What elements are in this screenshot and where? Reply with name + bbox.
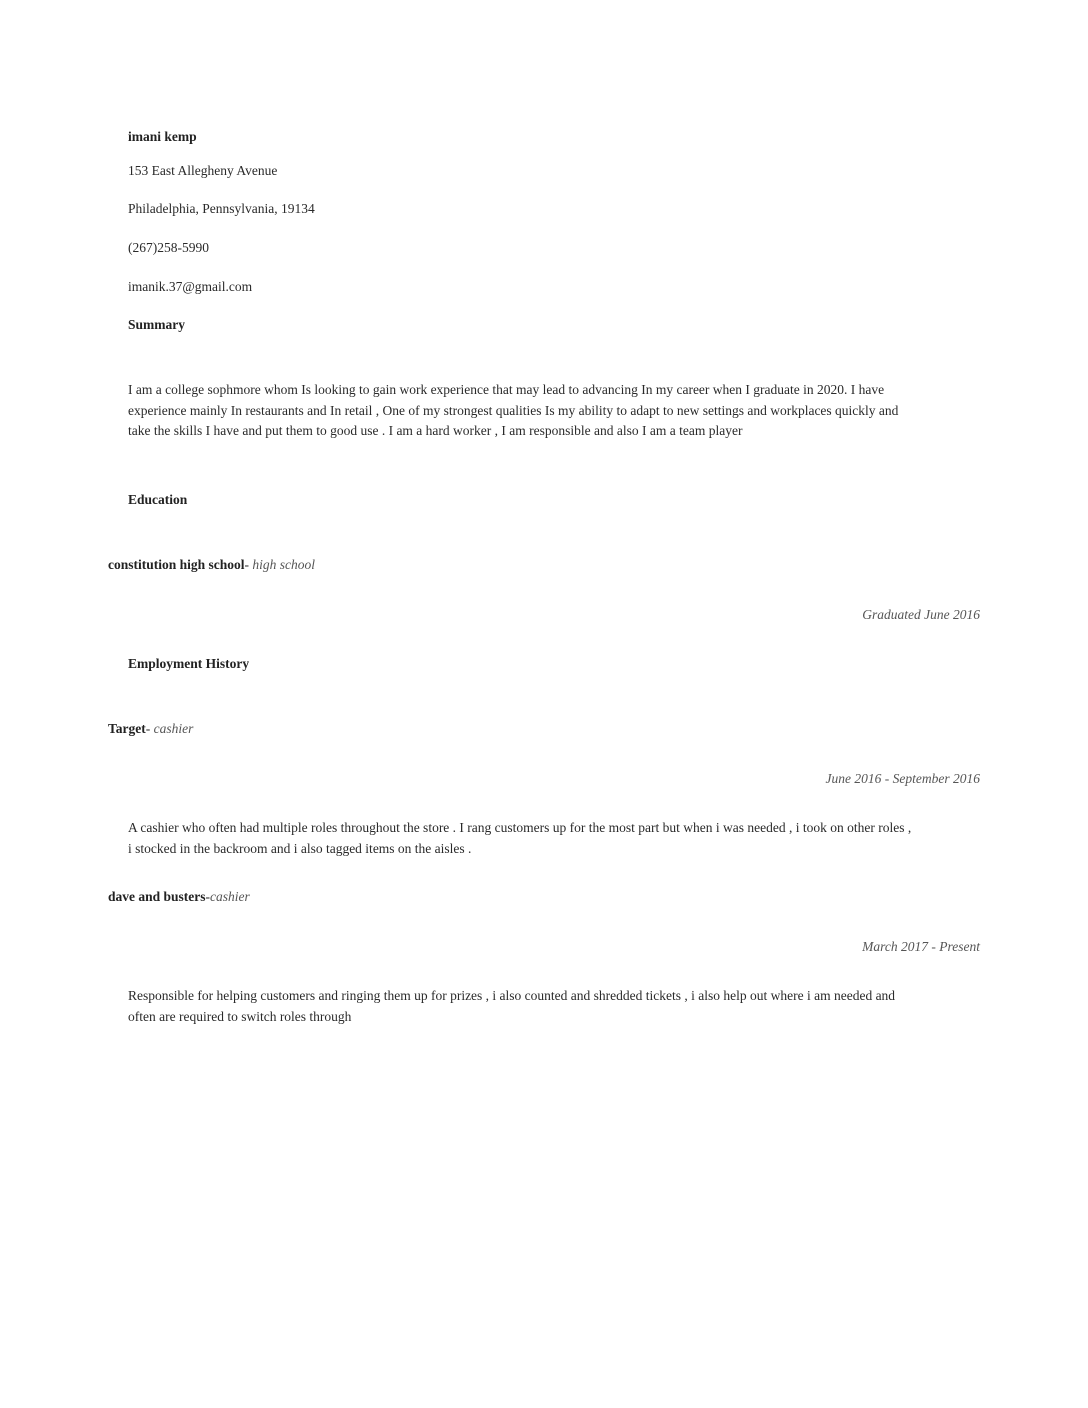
resume-name: imani kemp	[128, 129, 197, 144]
entry-separator: -	[244, 557, 253, 572]
summary-line: I am a college sophmore whom Is looking to gain work experience that may lead to advancing In my career when I graduate in 2020. I have	[128, 382, 885, 397]
school-name: constitution high school	[108, 557, 245, 572]
phone-number: (267)258-5990	[128, 240, 209, 255]
education-level: high school	[252, 557, 316, 572]
job-title-line	[108, 887, 250, 907]
job-description	[128, 986, 958, 1027]
entry-separator: -	[145, 721, 154, 736]
employer-name: dave and busters	[108, 889, 206, 904]
employer-name: Target	[108, 721, 146, 736]
job-dates: March 2017 - Present	[862, 939, 980, 954]
entry-separator: -	[205, 889, 211, 904]
education-heading: Education	[128, 492, 188, 507]
summary-paragraph	[128, 380, 958, 442]
job-description-line: i stocked in the backroom and i also tagged items on the aisles .	[128, 840, 472, 856]
job-description-line: A cashier who often had multiple roles throughout the store . I rang customers up for the most part but when i was needed , i took on other roles ,	[128, 820, 912, 835]
job-description-line: often are required to switch roles through	[128, 1008, 352, 1024]
job-role: cashier	[153, 721, 194, 736]
job-description-line: Responsible for helping customers and ringing them up for prizes , i also counted and shredded tickets , i also help out where i am needed and	[128, 988, 896, 1003]
education-date: Graduated June 2016	[862, 607, 980, 622]
address-line-2: Philadelphia, Pennsylvania, 19134	[128, 201, 315, 216]
summary-line: experience mainly In restaurants and In retail , One of my strongest qualities Is my ability to adapt to new settings and workplaces quickly and	[128, 402, 899, 418]
job-title-line	[108, 719, 193, 739]
job-description	[128, 818, 958, 859]
summary-heading: Summary	[128, 317, 185, 332]
summary-line: take the skills I have and put them to good use . I am a hard worker , I am responsible and also I am a team player	[128, 423, 743, 438]
education-entry-title	[108, 555, 315, 575]
address-line-1: 153 East Allegheny Avenue	[128, 163, 278, 178]
employment-heading: Employment History	[128, 656, 250, 671]
email-address: imanik.37@gmail.com	[128, 279, 253, 294]
job-dates: June 2016 - September 2016	[825, 771, 980, 786]
job-role: cashier	[210, 889, 250, 904]
